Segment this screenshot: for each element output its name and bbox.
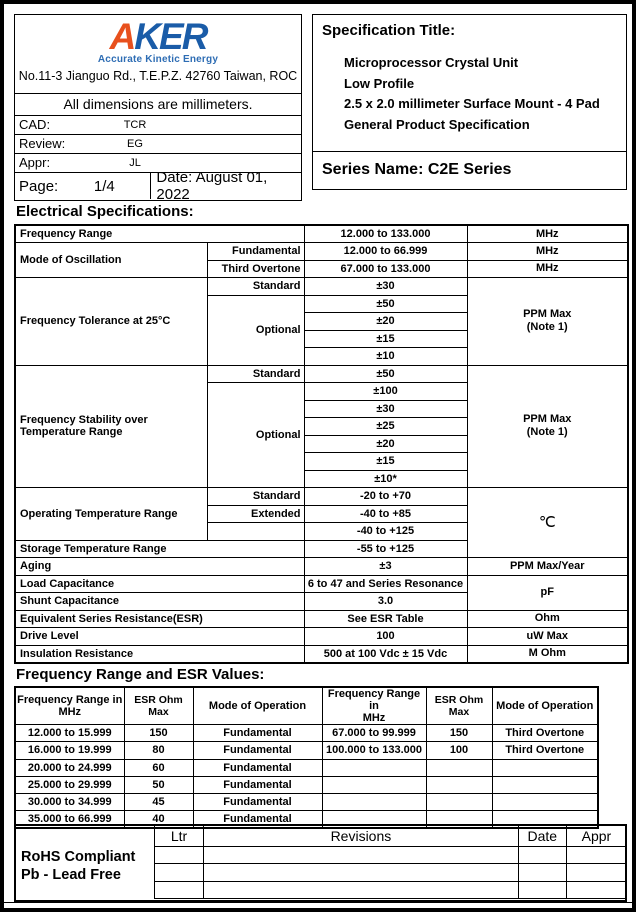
empty-cell <box>518 864 566 881</box>
value-cell: ±10 <box>304 348 467 366</box>
value-cell: 100 <box>304 628 467 646</box>
value-cell: 67.000 to 133.000 <box>304 260 467 278</box>
esr-ohm-header: ESR Ohm Max <box>124 687 193 725</box>
appr-value: JL <box>129 157 141 169</box>
logo-area <box>15 15 301 93</box>
param-cell: Operating Temperature Range <box>15 488 207 541</box>
param-cell: Aging <box>15 558 304 576</box>
empty-cell <box>204 881 519 898</box>
unit-cell: ℃ <box>467 488 628 558</box>
mode-cell: Fundamental <box>193 776 322 793</box>
review-value: EG <box>127 138 143 150</box>
esr-cell: 50 <box>124 776 193 793</box>
freq-cell: 25.000 to 29.999 <box>15 776 124 793</box>
value-cell: ±20 <box>304 435 467 453</box>
appr-header: Appr <box>566 825 626 847</box>
page-cell <box>15 173 151 199</box>
empty-cell <box>322 776 426 793</box>
table-row <box>15 742 598 759</box>
table-header-row <box>15 687 598 725</box>
empty-cell <box>155 847 204 864</box>
value-cell: ±50 <box>304 295 467 313</box>
date-header: Date <box>518 825 566 847</box>
table-row <box>15 610 628 628</box>
freq-cell: 20.000 to 24.999 <box>15 759 124 776</box>
value-cell: ±15 <box>304 330 467 348</box>
value-cell: ±30 <box>304 278 467 296</box>
table-row <box>155 847 627 864</box>
value-cell: ±15 <box>304 453 467 471</box>
unit-cell: MHz <box>467 260 628 278</box>
appr-label: Appr: <box>19 155 51 170</box>
esr-cell: 45 <box>124 794 193 811</box>
empty-cell <box>155 881 204 898</box>
param-cell: Shunt Capacitance <box>15 593 304 611</box>
esr-cell: 150 <box>124 725 193 742</box>
mode-cell: Fundamental <box>193 725 322 742</box>
value-cell: 3.0 <box>304 593 467 611</box>
empty-cell <box>492 759 598 776</box>
revisions-table <box>154 824 627 899</box>
param-cell: Storage Temperature Range <box>15 540 304 558</box>
esr-cell: 60 <box>124 759 193 776</box>
page-date-row <box>15 169 301 203</box>
empty-cell <box>322 794 426 811</box>
header-line: MHz <box>58 706 82 718</box>
unit-cell: Ohm <box>467 610 628 628</box>
unit-cell: PPM Max/Year <box>467 558 628 576</box>
sub-cell: Standard <box>207 365 304 383</box>
value-cell: 12.000 to 133.000 <box>304 225 467 243</box>
value-cell: ±25 <box>304 418 467 436</box>
spec-title-line: General Product Specification <box>344 116 530 132</box>
logo-letters-ker: KER <box>134 16 207 57</box>
value-cell: ±50 <box>304 365 467 383</box>
cad-row <box>15 115 301 134</box>
mode-cell: Fundamental <box>193 794 322 811</box>
esr-cell: 40 <box>124 811 193 828</box>
table-row <box>15 243 628 261</box>
empty-cell <box>426 794 492 811</box>
empty-cell <box>204 864 519 881</box>
table-row <box>15 759 598 776</box>
sub-cell: Third Overtone <box>207 260 304 278</box>
spec-title-line: Low Profile <box>344 75 415 91</box>
freq-cell: 67.000 to 99.999 <box>322 725 426 742</box>
empty-cell <box>492 794 598 811</box>
value-cell: -40 to +85 <box>304 505 467 523</box>
spec-title-block <box>312 14 627 190</box>
spec-title-line: Microprocessor Crystal Unit <box>344 55 519 70</box>
table-header-row <box>155 825 627 847</box>
freq-cell: 35.000 to 66.999 <box>15 811 124 828</box>
empty-cell <box>566 847 626 864</box>
date-label: Date: August 01, 2022 <box>156 169 268 203</box>
sub-cell: Standard <box>207 278 304 296</box>
revisions-header: Revisions <box>204 825 519 847</box>
table-row <box>155 881 627 898</box>
spec-title-section <box>313 15 626 151</box>
unit-line: (Note 1) <box>526 321 568 334</box>
header-line: Frequency Range in <box>327 688 421 712</box>
param-cell: Load Capacitance <box>15 575 304 593</box>
value-cell: -55 to +125 <box>304 540 467 558</box>
mode-cell: Third Overtone <box>492 725 598 742</box>
sub-cell: Fundamental <box>207 243 304 261</box>
esr-cell: 80 <box>124 742 193 759</box>
empty-cell <box>204 847 519 864</box>
table-row <box>15 794 598 811</box>
empty-cell <box>426 759 492 776</box>
unit-cell <box>467 278 628 366</box>
esr-cell: 100 <box>426 742 492 759</box>
mode-cell: Fundamental <box>193 811 322 828</box>
page-label: Page: <box>19 177 59 195</box>
cad-label: CAD: <box>19 117 51 132</box>
dimensions-note: All dimensions are millimeters. <box>15 93 301 115</box>
unit-line: PPM Max <box>523 308 572 321</box>
unit-cell: MHz <box>467 225 628 243</box>
empty-cell <box>566 864 626 881</box>
value-cell: ±100 <box>304 383 467 401</box>
table-row <box>15 628 628 646</box>
empty-cell <box>518 881 566 898</box>
table-row <box>15 645 628 663</box>
empty-cell <box>207 523 304 541</box>
review-label: Review: <box>19 136 66 151</box>
electrical-heading: Electrical Specifications: <box>16 203 194 220</box>
param-cell: Drive Level <box>15 628 304 646</box>
series-name: Series Name: C2E Series <box>313 151 626 189</box>
unit-cell: pF <box>467 575 628 610</box>
value-cell: -40 to +125 <box>304 523 467 541</box>
value-cell: 12.000 to 66.999 <box>304 243 467 261</box>
esr-ohm-header: ESR Ohm Max <box>426 687 492 725</box>
unit-cell <box>467 365 628 488</box>
empty-cell <box>155 864 204 881</box>
mode-header: Mode of Operation <box>492 687 598 725</box>
param-cell: Frequency Range <box>15 225 304 243</box>
unit-cell: uW Max <box>467 628 628 646</box>
header-line: MHz <box>362 712 386 724</box>
value-cell: ±30 <box>304 400 467 418</box>
esr-heading: Frequency Range and ESR Values: <box>16 666 265 683</box>
aker-logo-icon <box>15 17 301 57</box>
logo-letter-a: A <box>109 16 135 57</box>
esr-values-table <box>14 686 599 829</box>
mode-cell: Fundamental <box>193 742 322 759</box>
appr-row <box>15 153 301 172</box>
mode-header: Mode of Operation <box>193 687 322 725</box>
footer-block <box>14 824 627 902</box>
rohs-line: Pb - Lead Free <box>21 867 121 883</box>
table-row <box>15 225 628 243</box>
empty-cell <box>492 776 598 793</box>
value-cell: ±3 <box>304 558 467 576</box>
freq-range-header <box>15 687 124 725</box>
spec-title-heading: Specification Title: <box>322 22 456 39</box>
param-cell: Frequency Tolerance at 25°C <box>15 278 207 366</box>
param-cell: Mode of Oscillation <box>15 243 207 278</box>
logo-tagline: Accurate Kinetic Energy <box>97 54 219 65</box>
spec-title-lines <box>344 53 622 135</box>
value-cell: 500 at 100 Vdc ± 15 Vdc <box>304 645 467 663</box>
company-id-block <box>14 14 302 201</box>
param-cell: Equivalent Series Resistance(ESR) <box>15 610 304 628</box>
empty-cell <box>322 759 426 776</box>
sub-cell: Optional <box>207 383 304 488</box>
cad-value: TCR <box>123 119 147 131</box>
table-row <box>15 558 628 576</box>
unit-line: PPM Max <box>523 413 572 426</box>
value-cell: See ESR Table <box>304 610 467 628</box>
page-number: 1/4 <box>93 177 115 195</box>
empty-cell <box>518 847 566 864</box>
unit-cell: MHz <box>467 243 628 261</box>
value-cell: ±10* <box>304 470 467 488</box>
unit-line: (Note 1) <box>526 426 568 439</box>
company-address: No.11-3 Jianguo Rd., T.E.P.Z. 42760 Taiwan, ROC <box>18 69 298 83</box>
spec-title-line: 2.5 x 2.0 millimeter Surface Mount - 4 Pad <box>344 96 600 111</box>
empty-cell <box>566 881 626 898</box>
review-row <box>15 134 301 153</box>
bottom-rule <box>4 902 632 903</box>
mode-cell: Fundamental <box>193 759 322 776</box>
unit-cell: M Ohm <box>467 645 628 663</box>
ltr-header: Ltr <box>155 825 204 847</box>
value-cell: 6 to 47 and Series Resonance <box>304 575 467 593</box>
sub-cell: Optional <box>207 295 304 365</box>
sub-cell: Extended <box>207 505 304 523</box>
value-cell: -20 to +70 <box>304 488 467 506</box>
rohs-line: RoHS Compliant <box>21 849 136 865</box>
table-row <box>15 488 628 506</box>
electrical-spec-table <box>14 224 629 664</box>
freq-cell: 30.000 to 34.999 <box>15 794 124 811</box>
empty-cell <box>426 776 492 793</box>
table-row <box>15 365 628 383</box>
table-row <box>15 278 628 296</box>
value-cell: ±20 <box>304 313 467 331</box>
esr-cell: 150 <box>426 725 492 742</box>
freq-cell: 16.000 to 19.999 <box>15 742 124 759</box>
param-cell: Insulation Resistance <box>15 645 304 663</box>
header-line: Frequency Range in <box>17 694 123 706</box>
table-row <box>155 864 627 881</box>
freq-cell: 12.000 to 15.999 <box>15 725 124 742</box>
table-row <box>15 575 628 593</box>
table-row <box>15 725 598 742</box>
table-row <box>15 776 598 793</box>
freq-range-header <box>322 687 426 725</box>
param-cell: Frequency Stability over Temperature Range <box>15 365 207 488</box>
freq-cell: 100.000 to 133.000 <box>322 742 426 759</box>
sub-cell: Standard <box>207 488 304 506</box>
mode-cell: Third Overtone <box>492 742 598 759</box>
